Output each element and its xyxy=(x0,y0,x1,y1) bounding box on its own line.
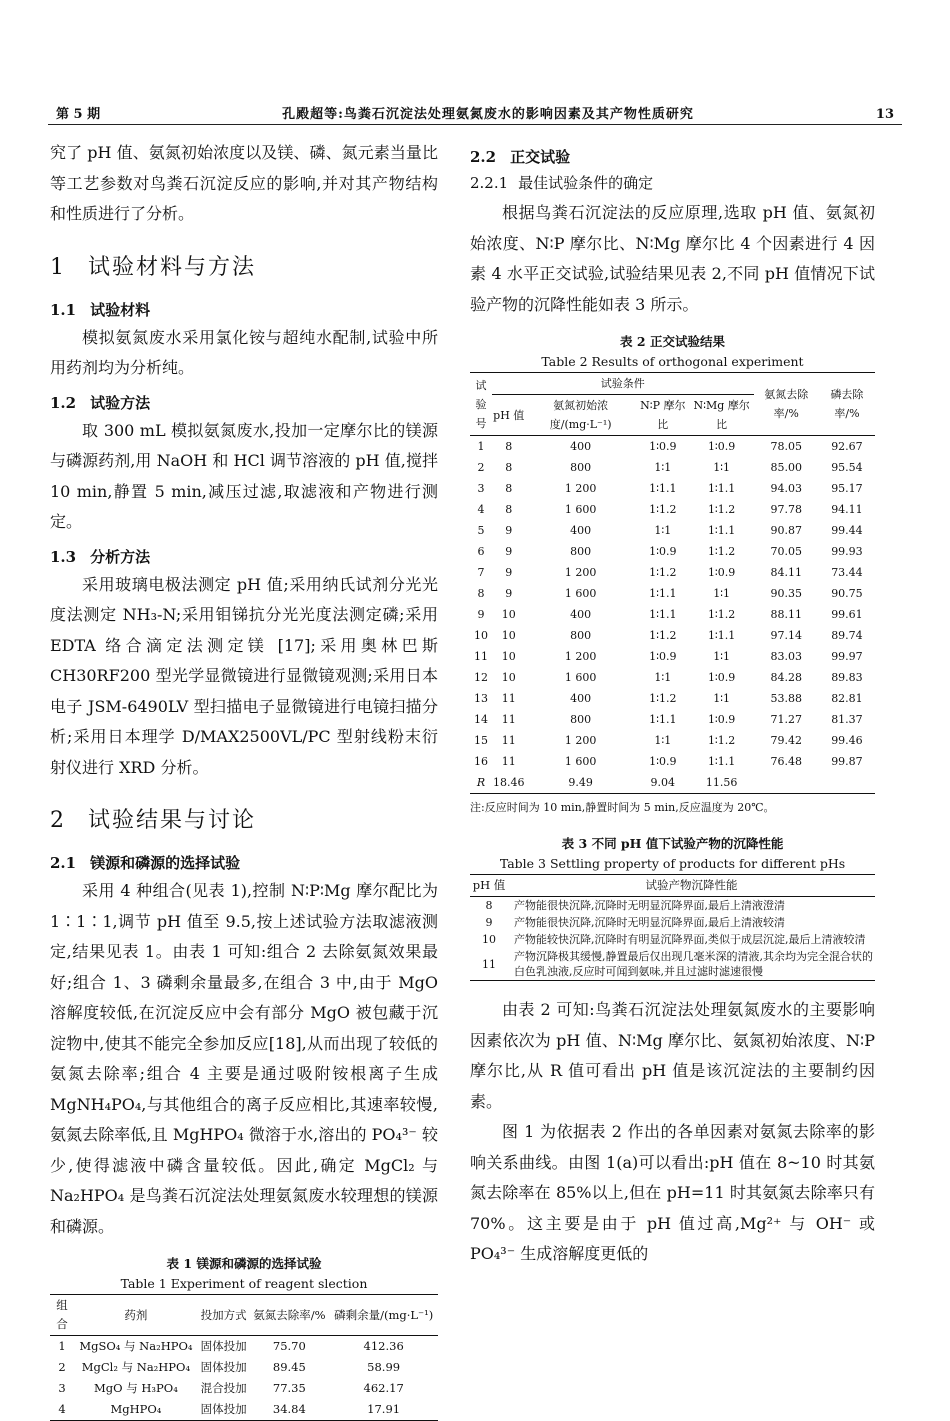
table-row: 15 11 1 200 1∶1 1∶1.2 79.42 99.46 xyxy=(474,734,863,747)
section-2-2-1-heading: 2.2.1 最佳试验条件的确定 xyxy=(470,174,654,192)
table-row: 3 8 1 200 1∶1.1 1∶1.1 94.03 95.17 xyxy=(477,482,863,495)
table-row: 3 MgO 与 H₃PO₄ 混合投加 77.35 462.17 xyxy=(58,1381,404,1395)
table1-header-cell: 氨氮去除率/% xyxy=(253,1307,326,1322)
table-row: 12 10 1 600 1∶1 1∶0.9 84.28 89.83 xyxy=(474,671,863,684)
table-row: 16 11 1 600 1∶0.9 1∶1.1 76.48 99.87 xyxy=(474,755,863,768)
table2-header-cell: 磷去除率/% xyxy=(819,373,875,436)
section-2-heading: 2 试验结果与讨论 xyxy=(50,808,257,833)
left-column xyxy=(50,138,438,1421)
table3-caption-en: Table 3 Settling property of products for different pHs xyxy=(499,856,846,871)
section-1-3-heading: 1.3 分析方法 xyxy=(50,547,151,566)
table1-header-cell: 磷剩余量/(mg·L⁻¹) xyxy=(334,1307,434,1322)
table-row: 9 产物能很快沉降,沉降时无明显沉降界面,最后上清液较清 xyxy=(485,916,785,929)
table-row: 5 9 400 1∶1 1∶1.1 90.87 99.44 xyxy=(477,524,863,537)
table-row: 8 产物能很快沉降,沉降时无明显沉降界面,最后上清液澄清 xyxy=(485,899,785,912)
right-column xyxy=(470,138,875,1270)
table-row: R 18.46 9.49 9.04 11.56 xyxy=(470,772,875,794)
table-row: 9 10 400 1∶1.1 1∶1.2 88.11 99.61 xyxy=(477,608,863,621)
section-1-heading: 1 试验材料与方法 xyxy=(50,254,257,280)
table1-header-cell: 药剂 xyxy=(124,1307,148,1322)
table-row: 4 8 1 600 1∶1.2 1∶1.2 97.78 94.11 xyxy=(477,503,863,516)
section-2-2-heading: 2.2 正交试验 xyxy=(470,148,571,166)
table-row: 10 10 800 1∶1.2 1∶1.1 97.14 89.74 xyxy=(474,629,863,642)
table2-header-cell: 试验条件 xyxy=(492,373,754,395)
table1-header-cell: 投加方式 xyxy=(200,1307,247,1322)
table2-header-cell: N∶P 摩尔比 xyxy=(640,399,686,431)
issue-number: 第 5 期 xyxy=(56,107,101,122)
table2-caption-zh: 表 2 正交试验结果 xyxy=(620,334,725,349)
table3-header-cell: 试验产物沉降性能 xyxy=(645,878,738,892)
table3 xyxy=(470,874,875,981)
section-1-2-heading: 1.2 试验方法 xyxy=(50,393,151,412)
running-header xyxy=(56,98,894,122)
page-number: 13 xyxy=(875,107,894,122)
table-row: 7 9 1 200 1∶1.2 1∶0.9 84.11 73.44 xyxy=(477,566,863,579)
section-2-1-heading: 2.1 镁源和磷源的选择试验 xyxy=(50,854,241,872)
running-title: 孔殿超等:鸟粪石沉淀法处理氨氮废水的影响因素及其产物性质研究 xyxy=(282,107,694,122)
discussion-paragraph-1: 由表 2 可知:鸟粪石沉淀法处理氨氮废水的主要影响因素依次为 pH 值、N∶Mg 摩尔比、氨氮初始浓度、N∶P 摩尔比,从 R 值可看出 pH 值是该沉淀法的主要制约因素。 xyxy=(470,1000,875,1111)
table-row: 2 MgCl₂ 与 Na₂HPO₄ 固体投加 89.45 58.99 xyxy=(58,1360,401,1374)
intro-paragraph: 究了 pH 值、氨氮初始浓度以及镁、磷、氮元素当量比等工艺参数对鸟粪石沉淀反应的影响,并对其产物结构和性质进行了分析。 xyxy=(50,143,438,223)
table3-caption-zh: 表 3 不同 pH 值下试验产物的沉降性能 xyxy=(561,836,784,851)
table-row: 11 10 1 200 1∶0.9 1∶1 83.03 99.97 xyxy=(474,650,863,663)
table2-caption-en: Table 2 Results of orthogonal experiment xyxy=(541,354,804,369)
section-2-1-text: 采用 4 种组合(见表 1),控制 N∶P∶Mg 摩尔配比为 1∶1∶1,调节 pH 值至 9.5,按上述试验方法取滤液测定,结果见表 1。由表 1 可知:组合 2 去除氨氮效果最好;组合 1、3 磷剩余量最多,在组合 3 中,由于 MgO 溶解度较低,在沉淀反应中会有部分 MgO 被包藏于沉淀物中,使其不能完全参加反应[18],从而出现了较低的氨氮去除率;组合 4 主要是通过吸附铵根离子生成 MgNH₄PO₄,与其他组合的离子反应相比,其速率较慢,氨氮去除率低,且 MgHPO₄ 微溶于水,溶出的 PO₄³⁻ 较少,使得滤液中磷含量较低。因此,确定 MgCl₂ 与 Na₂HPO₄ 是鸟粪石沉淀法处理氨氮废水较理想的镁源和磷源。 xyxy=(50,881,438,1236)
section-2-2-1-text: 根据鸟粪石沉淀法的反应原理,选取 pH 值、氨氮初始浓度、N∶P 摩尔比、N∶Mg 摩尔比 4 个因素进行 4 因素 4 水平正交试验,试验结果见表 2,不同 pH 值情况下试验产物的沉降性能如表 3 所示。 xyxy=(470,203,875,314)
table-row: 6 9 800 1∶0.9 1∶1.2 70.05 99.93 xyxy=(477,545,863,558)
table-row: 1 8 400 1∶0.9 1∶0.9 78.05 92.67 xyxy=(477,440,863,453)
table2 xyxy=(470,372,875,794)
table-row: 4 MgHPO₄ 固体投加 34.84 17.91 xyxy=(50,1399,438,1421)
table-row: 11 产物沉降极其缓慢,静置最后仅出现几毫米深的清液,其余均为完全混合状的白色乳浊液,反应时可闻到氨味,并且过滤时滤速很慢 xyxy=(470,948,875,981)
section-1-1-heading: 1.1 试验材料 xyxy=(50,300,151,319)
section-1-2-text: 取 300 mL 模拟氨氮废水,投加一定摩尔比的镁源与磷源药剂,用 NaOH 和 HCl 调节溶液的 pH 值,搅拌 10 min,静置 5 min,减压过滤,取滤液和产物进行测定。 xyxy=(50,420,438,531)
table3-header-cell: pH 值 xyxy=(472,878,506,892)
section-1-1-text: 模拟氨氮废水采用氯化铵与超纯水配制,试验中所用药剂均为分析纯。 xyxy=(50,327,438,377)
table2-header-cell: 氨氮初始浓度/(mg·L⁻¹) xyxy=(549,399,612,431)
table-row: 8 9 1 600 1∶1.1 1∶1 90.35 90.75 xyxy=(477,587,863,600)
table2-header-cell: N∶Mg 摩尔比 xyxy=(693,399,750,431)
header-rule xyxy=(48,124,902,125)
table2-note: 注:反应时间为 10 min,静置时间为 5 min,反应温度为 20℃。 xyxy=(470,801,775,814)
table2-header-cell: 试验号 xyxy=(470,373,492,436)
table-row: 10 产物能较快沉降,沉降时有明显沉降界面,类似于成层沉淀,最后上清液较清 xyxy=(482,933,866,946)
table-row: 14 11 800 1∶1.1 1∶0.9 71.27 81.37 xyxy=(474,713,863,726)
table2-header-cell: 氨氮去除率/% xyxy=(754,373,819,436)
table1-caption-zh: 表 1 镁源和磷源的选择试验 xyxy=(166,1256,322,1271)
table-row: 2 8 800 1∶1 1∶1 85.00 95.54 xyxy=(477,461,863,474)
section-1-3-text: 采用玻璃电极法测定 pH 值;采用纳氏试剂分光光度法测定 NH₃-N;采用钼锑抗分光光度法测定磷;采用 EDTA 络合滴定法测定镁 [17];采用奥林巴斯 CH30RF200 型光学显微镜进行显微镜观测;采用日本电子 JSM-6490LV 型扫描电子显微镜进行电镜扫描分析;采用日本理学 D/MAX2500VL/PC 型射线粉末衍射仪进行 XRD 分析。 xyxy=(50,574,438,777)
table-row: 1 MgSO₄ 与 Na₂HPO₄ 固体投加 75.70 412.36 xyxy=(58,1339,404,1353)
table1-header-cell: 组合 xyxy=(56,1298,68,1331)
table1 xyxy=(50,1294,438,1421)
discussion-paragraph-2: 图 1 为依据表 2 作出的各单因素对氨氮去除率的影响关系曲线。由图 1(a)可以看出:pH 值在 8~10 时其氨氮去除率在 85%以上,但在 pH=11 时其氨氮去除率只有 70%。这主要是由于 pH 值过高,Mg²⁺ 与 OH⁻ 或 PO₄³⁻ 生成溶解度更低的 xyxy=(470,1122,875,1263)
table-row: 13 11 400 1∶1.2 1∶1 53.88 82.81 xyxy=(474,692,863,705)
table2-header-cell: pH 值 xyxy=(493,408,525,422)
table1-caption-en: Table 1 Experiment of reagent slection xyxy=(120,1276,368,1291)
